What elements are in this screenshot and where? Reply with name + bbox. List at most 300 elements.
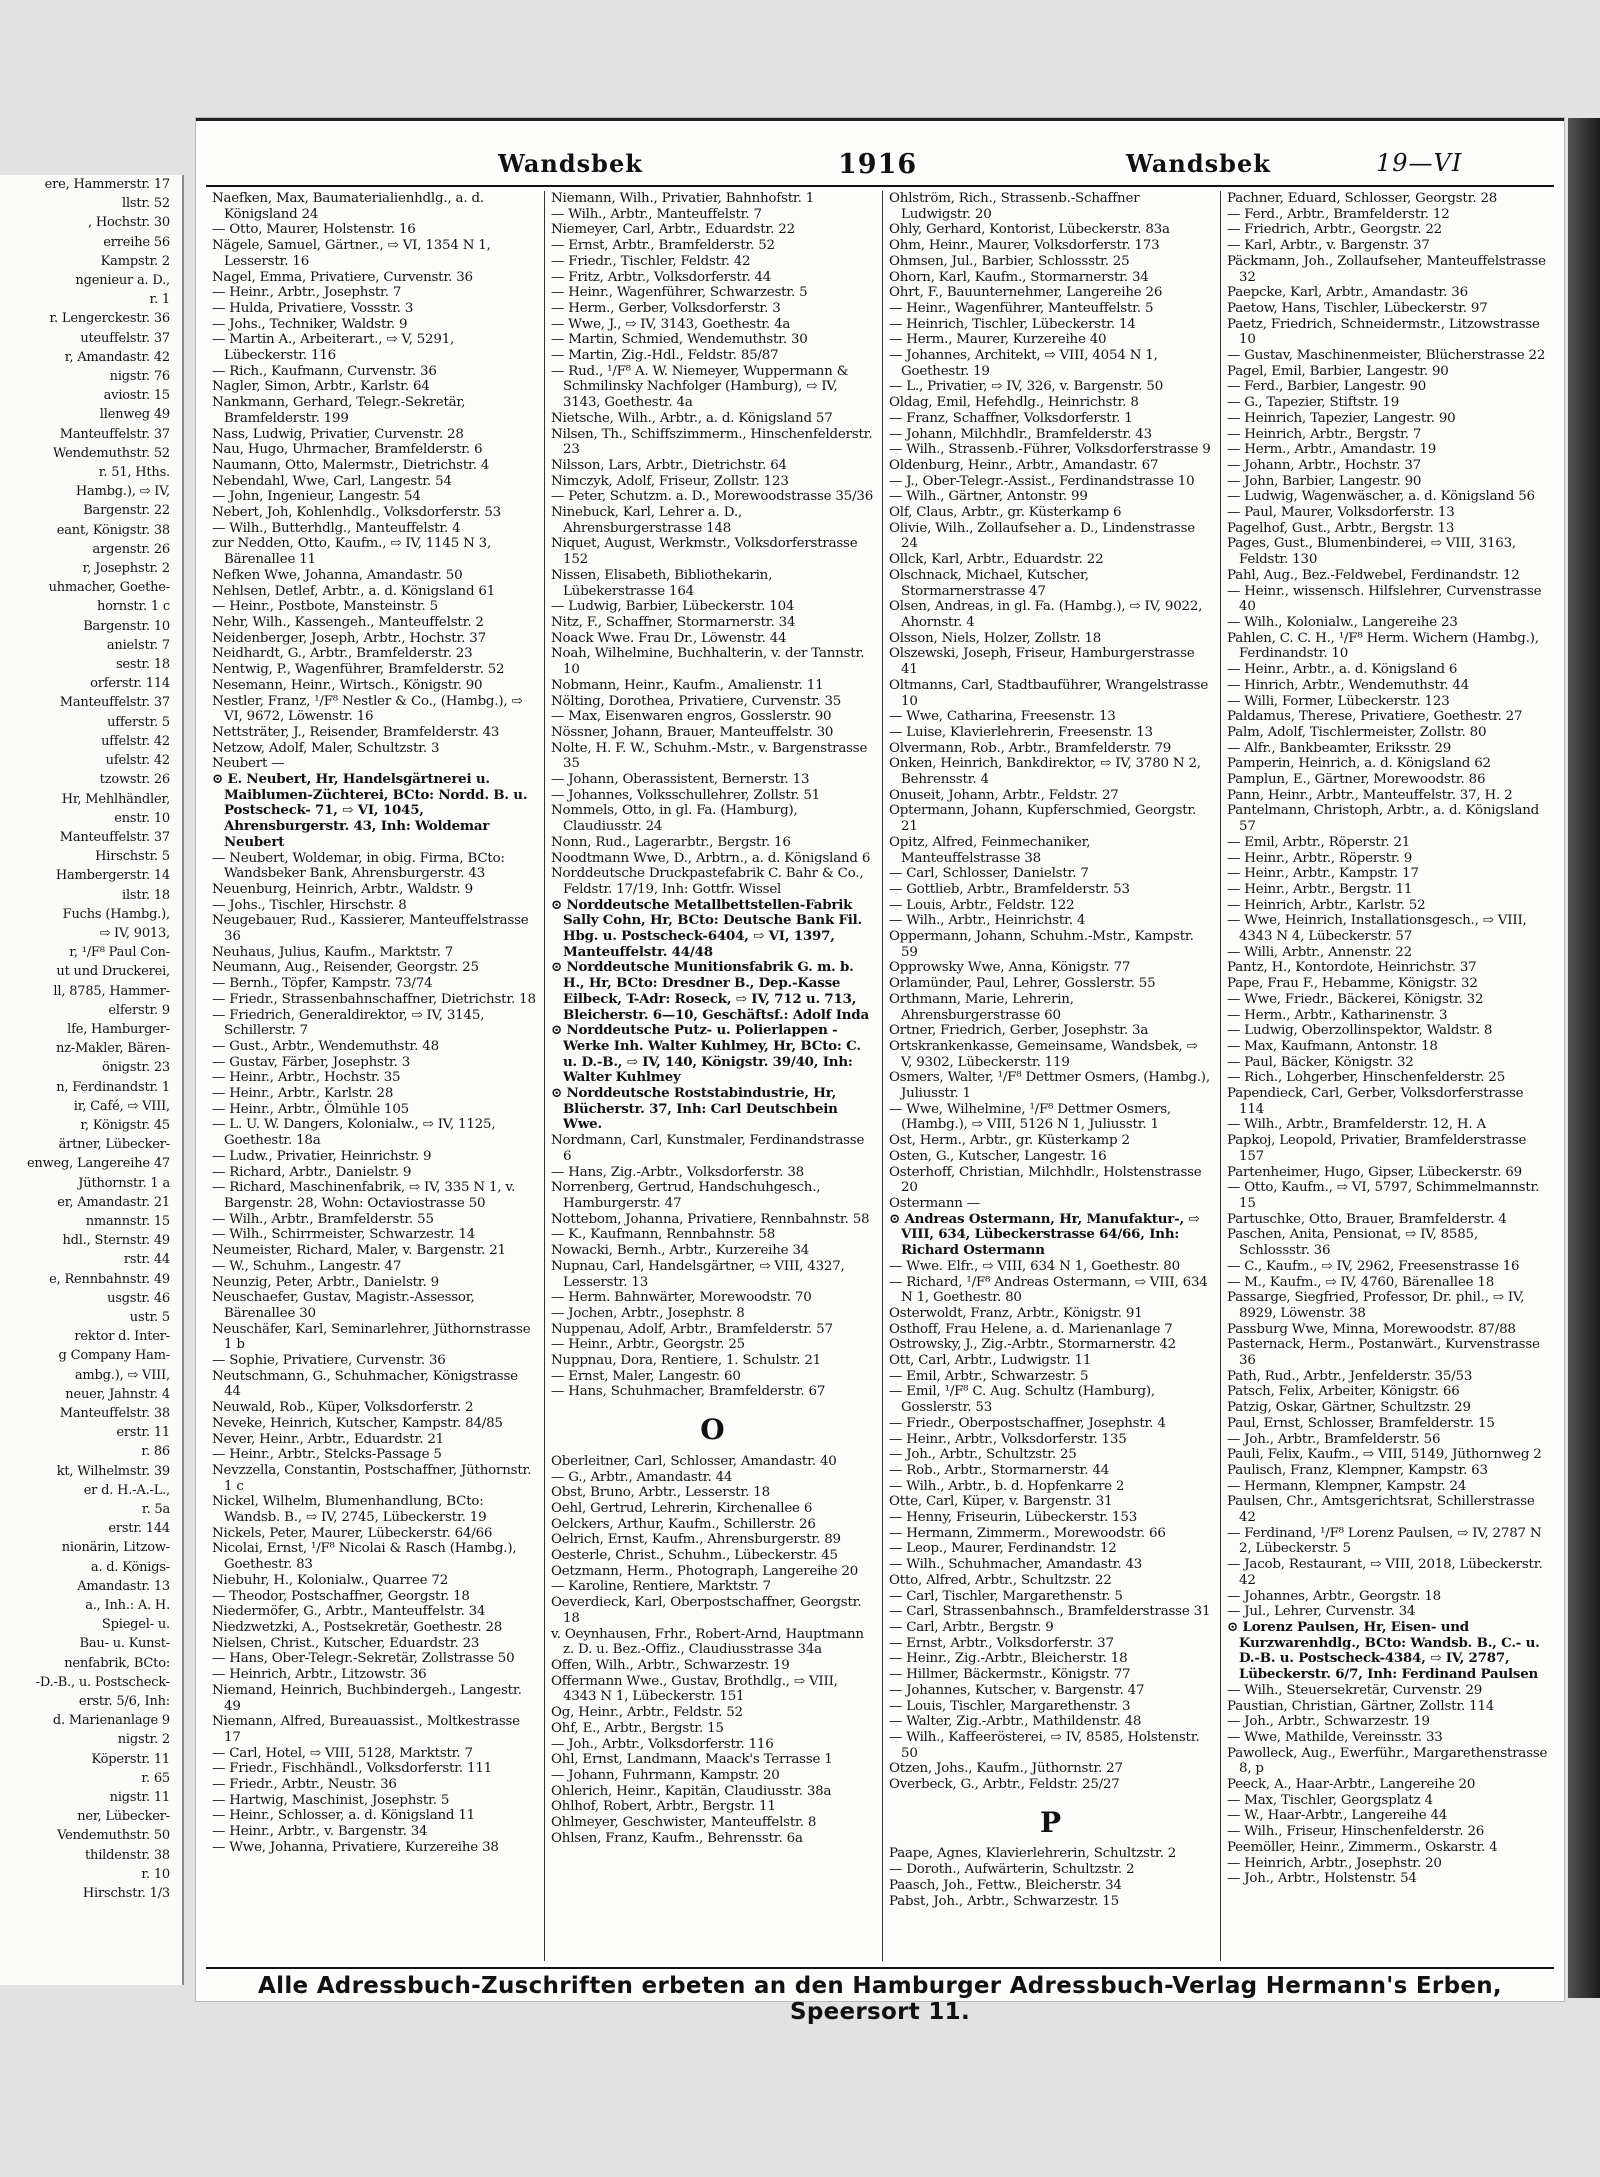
directory-entry: Niebuhr, H., Kolonialw., Quarree 72 [212, 1572, 449, 1588]
directory-entry: — Willi, Former, Lübeckerstr. 123 [1227, 693, 1450, 709]
directory-entry: — Leop., Maurer, Ferdinandstr. 12 [889, 1541, 1117, 1557]
directory-entry: — L., Privatier, ⇨ IV, 326, v. Bargenstr. 50 [889, 379, 1164, 395]
directory-entry: Neuwald, Rob., Küper, Volksdorferstr. 2 [212, 1400, 474, 1416]
prev-page-fragment: erstr. 11 [116, 1425, 170, 1441]
directory-entry: Nilsson, Lars, Arbtr., Dietrichstr. 64 [551, 457, 787, 473]
directory-entry: — Wilh., Arbtr., Manteuffelstr. 7 [551, 206, 762, 222]
directory-entry: — Peter, Schutzm. a. D., Morewoodstrasse 35/36 [551, 489, 874, 505]
directory-entry: — Wilh., Arbtr., b. d. Hopfenkarre 2 [889, 1478, 1125, 1494]
directory-entry: — G., Tapezier, Stiftstr. 19 [1227, 395, 1400, 411]
directory-entry: Paape, Agnes, Klavierlehrerin, Schultzstr. 2 [889, 1846, 1177, 1862]
directory-entry: ⊙ Lorenz Paulsen, Hr, Eisen- und Kurzwarenhdlg., BCto: Wandsb. B., C.- u. D.-B. u. Postscheck-4384, ⇨ IV, 2787, Lübeckerstr. 6/7, Inh: Ferdinand Paulsen [1227, 1618, 1540, 1683]
directory-entry: Neutschmann, G., Schuhmacher, Königstrasse 44 [212, 1368, 518, 1400]
directory-entry: ⊙ Norddeutsche Putz- u. Polierlappen - Werke Inh. Walter Kuhlmey, Hr, BCto: C. u. D.-B., ⇨ IV, 140, Königstr. 39/40, Inh: Walter Kuhlmey [551, 1022, 861, 1086]
directory-entry: Ortskrankenkasse, Gemeinsame, Wandsbek, ⇨ V, 9302, Lübeckerstr. 119 [889, 1038, 1198, 1070]
prev-page-fragment: Köperstr. 11 [91, 1751, 170, 1767]
directory-entry: — Carl, Tischler, Margarethenstr. 5 [889, 1588, 1123, 1604]
directory-entry: Nobmann, Heinr., Kaufm., Amalienstr. 11 [551, 677, 824, 693]
directory-entry: — Jul., Lehrer, Curvenstr. 34 [1227, 1604, 1416, 1620]
prev-page-fragment: Fuchs (Hambg.), [62, 906, 170, 922]
directory-entry: Olf, Claus, Arbtr., gr. Küsterkamp 6 [889, 505, 1122, 521]
prev-page-fragment: enstr. 10 [114, 810, 170, 826]
directory-entry: — M., Kaufm., ⇨ IV, 4760, Bärenallee 18 [1227, 1274, 1495, 1290]
directory-entry: — Herm., Maurer, Kurzereihe 40 [889, 332, 1107, 348]
directory-entry: — Emil, Arbtr., Schwarzestr. 5 [889, 1368, 1089, 1384]
directory-entry: — Franz, Schaffner, Volksdorferstr. 1 [889, 410, 1133, 426]
directory-entry: — Karl, Arbtr., v. Bargenstr. 37 [1227, 238, 1430, 254]
directory-entry: Path, Rud., Arbtr., Jenfelderstr. 35/53 [1227, 1368, 1473, 1384]
directory-entry: — Heinr., Arbtr., Stelcks-Passage 5 [212, 1447, 442, 1463]
header-rule [206, 185, 1554, 187]
directory-entry: Ohl, Ernst, Landmann, Maack's Terrasse 1 [551, 1752, 833, 1768]
directory-entry: — Heinr., wissensch. Hilfslehrer, Curvenstrasse 40 [1227, 583, 1542, 615]
prev-page-fragment: kt, Wilhelmstr. 39 [56, 1463, 170, 1479]
directory-entry: — Heinrich, Arbtr., Bergstr. 7 [1227, 426, 1422, 442]
directory-entry: Oldenburg, Heinr., Arbtr., Amandastr. 67 [889, 457, 1159, 473]
directory-entry: — Hans, Ober-Telegr.-Sekretär, Zollstrasse 50 [212, 1651, 515, 1667]
directory-entry: — Carl, Arbtr., Bergstr. 9 [889, 1619, 1054, 1635]
prev-page-fragment: aviostr. 15 [103, 388, 170, 404]
directory-entry: — Ernst, Arbtr., Bramfelderstr. 52 [551, 238, 775, 254]
directory-entry: Nowacki, Bernh., Arbtr., Kurzereihe 34 [551, 1243, 810, 1259]
prev-page-fragment: nigstr. 11 [109, 1790, 170, 1806]
directory-entry: — Herm. Bahnwärter, Morewoodstr. 70 [551, 1290, 812, 1306]
directory-entry: — Hillmer, Bäckermstr., Königstr. 77 [889, 1667, 1131, 1683]
prev-page-fragment: Spiegel- u. [101, 1617, 170, 1633]
directory-entry: Otto, Alfred, Arbtr., Schultzstr. 22 [889, 1572, 1112, 1588]
directory-entry: Olvermann, Rob., Arbtr., Bramfelderstr. 79 [889, 740, 1172, 756]
directory-entry: Pachner, Eduard, Schlosser, Georgstr. 28 [1227, 191, 1498, 206]
directory-entry: Nagler, Simon, Arbtr., Karlstr. 64 [212, 379, 430, 395]
directory-entry: Nehr, Wilh., Kassengeh., Manteuffelstr. 2 [212, 614, 484, 630]
directory-entry: Pagelhof, Gust., Arbtr., Bergstr. 13 [1227, 520, 1455, 536]
directory-entry: — Emil, Arbtr., Röperstr. 21 [1227, 834, 1411, 850]
prev-page-fragment: ärtner, Lübecker- [58, 1137, 170, 1153]
directory-entry: — Wilh., Schirrmeister, Schwarzestr. 14 [212, 1227, 476, 1243]
directory-entry: Neumann, Aug., Reisender, Georgstr. 25 [212, 960, 479, 976]
directory-entry: — Heinrich, Arbtr., Litzowstr. 36 [212, 1667, 427, 1683]
directory-entry: Onuseit, Johann, Arbtr., Feldstr. 27 [889, 787, 1119, 803]
prev-page-fragment: Amandastr. 13 [77, 1578, 170, 1594]
directory-entry: Naumann, Otto, Malermstr., Dietrichstr. 4 [212, 457, 490, 473]
directory-entry: Neumeister, Richard, Maler, v. Bargenstr. 21 [212, 1243, 506, 1259]
directory-entry: Nissen, Elisabeth, Bibliothekarin, Lübekerstrasse 164 [551, 567, 773, 599]
prev-page-fragment: Kampstr. 2 [100, 253, 170, 269]
directory-entry: — Wilh., Strassenb.-Führer, Volksdorferstrasse 9 [889, 442, 1211, 458]
directory-entry: — Wwe, Heinrich, Installationsgesch., ⇨ VIII, 4343 N 4, Lübeckerstr. 57 [1227, 913, 1527, 945]
prev-page-fragment: ambg.), ⇨ VIII, [74, 1367, 170, 1383]
directory-entry: — Hinrich, Arbtr., Wendemuthstr. 44 [1227, 677, 1470, 693]
directory-entry: Olschnack, Michael, Kutscher, Stormarnerstrasse 47 [889, 567, 1089, 599]
header-left-title: Wandsbek [498, 149, 643, 178]
previous-page-edge [0, 175, 184, 1985]
directory-entry: Pahlen, C. C. H., ¹/F⁸ Herm. Wichern (Hambg.), Ferdinandstr. 10 [1227, 630, 1539, 662]
directory-entry: Nebendahl, Wwe, Carl, Langestr. 54 [212, 473, 452, 489]
directory-entry: Nehlsen, Detlef, Arbtr., a. d. Königsland 61 [212, 583, 496, 599]
directory-entry: — Max, Kaufmann, Antonstr. 18 [1227, 1038, 1438, 1054]
prev-page-fragment: elferstr. 9 [108, 1002, 170, 1018]
directory-entry: Niemand, Heinrich, Buchbindergeh., Langestr. 49 [212, 1682, 522, 1714]
directory-entry: Orthmann, Marie, Lehrerin, Ahrensburgerstrasse 60 [889, 991, 1074, 1023]
directory-entry: — Johs., Tischler, Hirschstr. 8 [212, 897, 407, 913]
directory-entry: Nankmann, Gerhard, Telegr.-Sekretär, Bramfelderstr. 199 [212, 395, 466, 426]
prev-page-fragment: ir, Café, ⇨ VIII, [73, 1098, 170, 1114]
prev-page-fragment: ut und Druckerei, [56, 964, 170, 980]
directory-entry: Pasternack, Herm., Postanwärt., Kurvenstrasse 36 [1227, 1337, 1540, 1369]
directory-entry: Otzen, Johs., Kaufm., Jüthornstr. 27 [889, 1761, 1123, 1777]
directory-entry: Niedermöfer, G., Arbtr., Manteuffelstr. 34 [212, 1604, 486, 1620]
directory-entry: Ollck, Karl, Arbtr., Eduardstr. 22 [889, 552, 1104, 568]
directory-entry: Oesterle, Christ., Schuhm., Lübeckerstr. 45 [551, 1548, 838, 1564]
directory-entry: — Doroth., Aufwärterin, Schultzstr. 2 [889, 1862, 1135, 1878]
prev-page-fragment: Bargenstr. 10 [83, 618, 170, 634]
directory-entry: Ohly, Gerhard, Kontorist, Lübeckerstr. 83a [889, 222, 1170, 238]
directory-entry: — Hans, Schuhmacher, Bramfelderstr. 67 [551, 1384, 826, 1400]
columns [206, 191, 1554, 1961]
prev-page-fragment: r. 5a [141, 1502, 170, 1518]
prev-page-fragment: r. 65 [141, 1770, 170, 1786]
directory-entry: Netzow, Adolf, Maler, Schultzstr. 3 [212, 740, 440, 756]
prev-page-fragment: Manteuffelstr. 38 [59, 1406, 170, 1421]
prev-page-fragment: Hambg.), ⇨ IV, [75, 484, 170, 500]
prev-page-fragment: r, Amandastr. 42 [64, 349, 170, 365]
directory-entry: Onken, Heinrich, Bankdirektor, ⇨ IV, 3780 N 2, Behrensstr. 4 [889, 756, 1201, 788]
prev-page-fragment: nigstr. 2 [117, 1732, 170, 1748]
directory-entry: — Johs., Techniker, Waldstr. 9 [212, 316, 408, 332]
directory-entry: — Herm., Arbtr., Katharinenstr. 3 [1227, 1007, 1448, 1023]
directory-entry: Nordmann, Carl, Kunstmaler, Ferdinandstrasse 6 [551, 1133, 865, 1164]
directory-entry: Paetow, Hans, Tischler, Lübeckerstr. 97 [1227, 300, 1488, 316]
directory-entry: Oehl, Gertrud, Lehrerin, Kirchenallee 6 [551, 1500, 813, 1516]
directory-entry: — Heinr., Postbote, Mansteinstr. 5 [212, 599, 438, 615]
directory-entry: Oppermann, Johann, Schuhm.-Mstr., Kampstr. 59 [889, 929, 1194, 960]
directory-entry: Oberleitner, Carl, Schlosser, Amandastr. 40 [551, 1453, 837, 1469]
directory-entry: Paustian, Christian, Gärtner, Zollstr. 114 [1227, 1698, 1495, 1714]
directory-entry: — Martin A., Arbeiterart., ⇨ V, 5291, Lübeckerstr. 116 [212, 332, 455, 364]
header-year: 1916 [838, 149, 918, 180]
prev-page-fragment: ere, Hammerstr. 17 [44, 177, 170, 192]
prev-page-fragment: önigstr. 23 [102, 1060, 170, 1076]
directory-entry: Pagel, Emil, Barbier, Langestr. 90 [1227, 363, 1449, 379]
directory-entry: Passburg Wwe, Minna, Morewoodstr. 87/88 [1227, 1321, 1516, 1337]
directory-entry: — Friedrich, Arbtr., Georgstr. 22 [1227, 222, 1442, 238]
directory-entry: — Wilh., Arbtr., Bramfelderstr. 55 [212, 1211, 434, 1227]
directory-entry: — Ludwig, Oberzollinspektor, Waldstr. 8 [1227, 1023, 1493, 1039]
directory-entry: Ost, Herm., Arbtr., gr. Küsterkamp 2 [889, 1133, 1130, 1149]
prev-page-fragment: ustr. 5 [129, 1309, 170, 1325]
directory-entry: — Luise, Klavierlehrerin, Freesenstr. 13 [889, 724, 1153, 740]
directory-entry: — Joh., Arbtr., Holstenstr. 54 [1227, 1871, 1417, 1887]
directory-entry: — Friedr., Fischhändl., Volksdorferstr. 111 [212, 1761, 492, 1777]
prev-page-fragment: eant, Königstr. 38 [56, 522, 170, 538]
directory-entry: Neveke, Heinrich, Kutscher, Kampstr. 84/85 [212, 1415, 503, 1431]
directory-entry: Neidenberger, Joseph, Arbtr., Hochstr. 37 [212, 630, 486, 646]
prev-page-fragment: nz-Makler, Bären- [55, 1041, 170, 1057]
directory-entry: Oltmanns, Carl, Stadtbauführer, Wrangelstrasse 10 [889, 677, 1209, 709]
prev-page-fragment: hornstr. 1 c [96, 599, 170, 615]
directory-page [196, 118, 1564, 2025]
prev-page-fragment: a., Inh.: A. H. [85, 1598, 170, 1614]
prev-page-fragment: Hirschstr. 5 [95, 849, 170, 865]
directory-entry: — Joh., Arbtr., Schultzstr. 25 [889, 1447, 1077, 1463]
directory-entry: Nicolai, Ernst, ¹/F⁸ Nicolai & Rasch (Hambg.), Goethestr. 83 [212, 1541, 517, 1573]
directory-entry: — Sophie, Privatiere, Curvenstr. 36 [212, 1353, 446, 1369]
prev-page-fragment: uteuffelstr. 37 [80, 330, 170, 346]
directory-entry: Ott, Carl, Arbtr., Ludwigstr. 11 [889, 1353, 1092, 1369]
directory-entry: Nagel, Emma, Privatiere, Curvenstr. 36 [212, 269, 473, 285]
directory-entry: — Gottlieb, Arbtr., Bramfelderstr. 53 [889, 881, 1130, 897]
prev-page-fragment: r, Josephstr. 2 [82, 561, 170, 577]
directory-entry: — Fritz, Arbtr., Volksdorferstr. 44 [551, 269, 772, 285]
column-4 [1220, 191, 1554, 1961]
directory-entry: Ohorn, Karl, Kaufm., Stormarnerstr. 34 [889, 269, 1149, 285]
prev-page-fragment: er, Amandastr. 21 [57, 1194, 170, 1210]
directory-entry: Ostermann — [889, 1196, 980, 1211]
prev-page-fragment: -D.-B., u. Postscheck- [35, 1674, 170, 1690]
directory-entry: Ohlhof, Robert, Arbtr., Bergstr. 11 [551, 1799, 776, 1815]
directory-entry: — Hans, Zig.-Arbtr., Volksdorferstr. 38 [551, 1164, 805, 1180]
prev-page-fragment: er d. H.-A.-L., [83, 1482, 170, 1498]
prev-page-fragment: ilstr. 18 [121, 887, 170, 903]
directory-entry: Ohlsen, Franz, Kaufm., Behrensstr. 6a [551, 1830, 803, 1846]
directory-entry: — Heinr., Arbtr., a. d. Königsland 6 [1227, 662, 1458, 678]
directory-entry: — Friedr., Tischler, Feldstr. 42 [551, 253, 751, 269]
directory-entry: — Carl, Schlosser, Danielstr. 7 [889, 866, 1089, 882]
prev-page-fragment: enweg, Langereihe 47 [26, 1156, 170, 1172]
directory-entry: ⊙ Norddeutsche Roststabindustrie, Hr, Blücherstr. 37, Inh: Carl Deutschbein Wwe. [551, 1085, 838, 1133]
directory-entry: — Martin, Schmied, Wendemuthstr. 30 [551, 332, 808, 348]
directory-entry: Nottebom, Johanna, Privatiere, Rennbahnstr. 58 [551, 1211, 870, 1227]
directory-entry: Noodtmann Wwe, D., Arbtrn., a. d. Königsland 6 [551, 850, 871, 866]
directory-entry: — Richard, Arbtr., Danielstr. 9 [212, 1164, 412, 1180]
prev-page-fragment: r. Lengerckestr. 36 [49, 311, 170, 327]
directory-entry: Nestler, Franz, ¹/F⁸ Nestler & Co., (Hambg.), ⇨ VI, 9672, Löwenstr. 16 [212, 693, 523, 725]
prev-page-fragment: r. 86 [141, 1444, 170, 1460]
directory-entry: Nebert, Joh, Kohlenhdlg., Volksdorferstr. 53 [212, 505, 502, 521]
prev-page-fragment: r. 10 [141, 1866, 170, 1882]
directory-entry: — Ferd., Arbtr., Bramfelderstr. 12 [1227, 206, 1450, 222]
directory-entry: — Wilh., Schuhmacher, Amandastr. 43 [889, 1557, 1143, 1573]
prev-page-fragment: neuer, Jahnstr. 4 [65, 1386, 170, 1402]
page-edge-shadow [1568, 118, 1600, 1998]
header-right-title: Wandsbek [1126, 149, 1271, 178]
directory-entry: Partenheimer, Hugo, Gipser, Lübeckerstr. 69 [1227, 1164, 1522, 1180]
directory-entry: Norrenberg, Gertrud, Handschuhgesch., Hamburgerstr. 47 [551, 1180, 821, 1211]
directory-entry: — Wwe, Johanna, Privatiere, Kurzereihe 38 [212, 1839, 499, 1855]
directory-entry: Neuhaus, Julius, Kaufm., Marktstr. 7 [212, 944, 454, 960]
directory-entry: — John, Ingenieur, Langestr. 54 [212, 489, 421, 505]
directory-entry: — Willi, Arbtr., Annenstr. 22 [1227, 944, 1412, 960]
directory-entry: — Friedrich, Generaldirektor, ⇨ IV, 3145, Schillerstr. 7 [212, 1007, 485, 1039]
directory-entry: Nettsträter, J., Reisender, Bramfelderstr. 43 [212, 724, 500, 740]
prev-page-fragment: a. d. Königs- [90, 1559, 170, 1575]
directory-entry: — Bernh., Töpfer, Kampstr. 73/74 [212, 976, 433, 992]
directory-entry: ⊙ Andreas Ostermann, Hr, Manufaktur-, ⇨ VIII, 634, Lübeckerstrasse 64/66, Inh: Richard Ostermann [889, 1210, 1200, 1259]
directory-entry: Optermann, Johann, Kupferschmied, Georgstr. 21 [889, 803, 1197, 835]
prev-page-fragment: hdl., Sternstr. 49 [62, 1233, 170, 1249]
directory-entry: — Otto, Maurer, Holstenstr. 16 [212, 222, 416, 238]
directory-entry: Neunzig, Peter, Arbtr., Danielstr. 9 [212, 1274, 439, 1290]
directory-entry: Otte, Carl, Küper, v. Bargenstr. 31 [889, 1494, 1113, 1510]
directory-entry: — Ludwig, Barbier, Lübeckerstr. 104 [551, 599, 795, 615]
directory-entry: — Gustav, Färber, Josephstr. 3 [212, 1054, 411, 1070]
prev-page-fragment: erstr. 5/6, Inh: [78, 1694, 170, 1710]
directory-entry: Palm, Adolf, Tischlermeister, Zollstr. 80 [1227, 724, 1487, 740]
directory-entry: Paulsen, Chr., Amtsgerichtsrat, Schillerstrasse 42 [1227, 1494, 1535, 1526]
directory-entry: Ostrowsky, J., Zig.-Arbtr., Stormarnerstr. 42 [889, 1337, 1176, 1353]
prev-page-fragment: ⇨ IV, 9013, [99, 925, 170, 941]
directory-entry: Nielsen, Christ., Kutscher, Eduardstr. 23 [212, 1635, 480, 1651]
directory-entry: — Hulda, Privatiere, Vossstr. 3 [212, 300, 414, 316]
directory-entry: — Herm., Gerber, Volksdorferstr. 3 [551, 300, 781, 316]
prev-page-fragment: nigstr. 76 [109, 369, 170, 385]
directory-entry: Nitz, F., Schaffner, Stormarnerstr. 34 [551, 614, 796, 630]
directory-entry: Patzig, Oskar, Gärtner, Schultzstr. 29 [1227, 1400, 1471, 1416]
directory-entry: — Wwe, Catharina, Freesenstr. 13 [889, 709, 1116, 725]
directory-entry: Paetz, Friedrich, Schneidermstr., Litzowstrasse 10 [1227, 316, 1540, 348]
directory-entry: — L. U. W. Dangers, Kolonialw., ⇨ IV, 1125, Goethestr. 18a [212, 1117, 496, 1149]
prev-page-fragment: sestr. 18 [115, 657, 170, 673]
directory-entry: Pages, Gust., Blumenbinderei, ⇨ VIII, 3163, Feldstr. 130 [1227, 536, 1516, 568]
directory-entry: Partuschke, Otto, Brauer, Bramfelderstr. 4 [1227, 1211, 1507, 1227]
directory-entry: ⊙ Norddeutsche Munitionsfabrik G. m. b. H., Hr, BCto: Dresdner B., Dep.-Kasse Eilbeck, T-Adr: Roseck, ⇨ IV, 712 u. 713, Bleicherstr. 6—10, Geschäftsf.: Adolf Inda [551, 959, 869, 1023]
directory-entry: — Johannes, Arbtr., Georgstr. 18 [1227, 1588, 1441, 1604]
directory-entry: Paulisch, Franz, Klempner, Kampstr. 63 [1227, 1462, 1488, 1478]
prev-page-fragment: nmannstr. 15 [85, 1213, 170, 1229]
directory-entry: Nietsche, Wilh., Arbtr., a. d. Königsland 57 [551, 410, 833, 426]
directory-entry: — Heinrich, Arbtr., Josephstr. 20 [1227, 1855, 1442, 1871]
directory-entry: — Ernst, Maler, Langestr. 60 [551, 1368, 741, 1384]
prev-page-fragment: g Company Ham- [58, 1348, 170, 1364]
directory-entry: — Gustav, Maschinenmeister, Blücherstrasse 22 [1227, 348, 1546, 364]
directory-entry: — Max, Eisenwaren engros, Gosslerstr. 90 [551, 709, 832, 725]
directory-entry: Oelckers, Arthur, Kaufm., Schillerstr. 26 [551, 1516, 816, 1532]
prev-page-fragment: ufferstr. 5 [107, 714, 170, 730]
directory-entry: Passarge, Siegfried, Professor, Dr. phil., ⇨ IV, 8929, Löwenstr. 38 [1227, 1290, 1525, 1321]
directory-entry: — Ernst, Arbtr., Volksdorferstr. 37 [889, 1635, 1114, 1651]
prev-page-fragment: rstr. 44 [123, 1252, 170, 1268]
directory-entry: Nilsen, Th., Schiffszimmerm., Hinschenfelderstr. 23 [551, 426, 873, 458]
directory-entry: Niedzwetzki, A., Postsekretär, Goethestr. 28 [212, 1619, 503, 1635]
directory-entry: — Ferdinand, ¹/F⁸ Lorenz Paulsen, ⇨ IV, 2787 N 2, Lübeckerstr. 5 [1227, 1525, 1542, 1557]
prev-page-fragment: Hirschstr. 1/3 [82, 1886, 170, 1902]
directory-entry: — Hartwig, Maschinist, Josephstr. 5 [212, 1792, 450, 1808]
page-footer: Alle Adressbuch-Zuschriften erbeten an den Hamburger Adressbuch-Verlag Hermann's Erben, Speersort 11. [258, 1973, 1502, 2025]
directory-entry: — John, Barbier, Langestr. 90 [1227, 473, 1422, 489]
directory-entry: Overbeck, G., Arbtr., Feldstr. 25/27 [889, 1777, 1120, 1793]
directory-entry: Paldamus, Therese, Privatiere, Goethestr. 27 [1227, 709, 1523, 725]
prev-page-fragment: d. Marienanlage 9 [52, 1713, 170, 1729]
directory-entry: — G., Arbtr., Amandastr. 44 [551, 1469, 733, 1485]
directory-entry: — Heinrich, Arbtr., Karlstr. 52 [1227, 897, 1426, 913]
directory-entry: — W., Haar-Arbtr., Langereihe 44 [1227, 1808, 1448, 1824]
prev-page-fragment: rektor d. Inter- [74, 1329, 170, 1345]
directory-entry: Neidhardt, G., Arbtr., Bramfelderstr. 23 [212, 646, 473, 662]
directory-entry: Pamperin, Heinrich, a. d. Königsland 62 [1227, 756, 1491, 772]
directory-entry: Ohf, E., Arbtr., Bergstr. 15 [551, 1720, 724, 1736]
directory-entry: Nössner, Johann, Brauer, Manteuffelstr. 30 [551, 724, 834, 740]
directory-entry: — K., Kaufmann, Rennbahnstr. 58 [551, 1227, 776, 1243]
directory-entry: Opprowsky Wwe, Anna, Königstr. 77 [889, 960, 1131, 976]
directory-entry: Orlamünder, Paul, Lehrer, Gosslerstr. 55 [889, 976, 1156, 992]
directory-entry: — Ludw., Privatier, Heinrichstr. 9 [212, 1148, 432, 1164]
directory-entry: — Johann, Arbtr., Hochstr. 37 [1227, 457, 1421, 473]
prev-page-fragment: Bau- u. Kunst- [79, 1636, 170, 1652]
prev-page-fragment: uffelstr. 42 [101, 733, 170, 749]
prev-page-fragment: Manteuffelstr. 37 [59, 829, 170, 845]
directory-entry: Osterhoff, Christian, Milchhdlr., Holstenstrasse 20 [889, 1164, 1202, 1196]
prev-page-fragment: Jüthornstr. 1 a [78, 1175, 170, 1191]
directory-entry: — Johann, Fuhrmann, Kampstr. 20 [551, 1767, 780, 1783]
directory-entry: — Martin, Zig.-Hdl., Feldstr. 85/87 [551, 348, 779, 364]
section-letter: P [1039, 1805, 1062, 1839]
prev-page-fragment: Manteuffelstr. 37 [59, 695, 170, 711]
directory-entry: Nass, Ludwig, Privatier, Curvenstr. 28 [212, 426, 464, 442]
directory-entry: Niemann, Alfred, Bureauassist., Moltkestrasse 17 [212, 1714, 520, 1745]
directory-entry: — Heinrich, Tapezier, Langestr. 90 [1227, 410, 1456, 426]
directory-entry: Peeck, A., Haar-Arbtr., Langereihe 20 [1227, 1777, 1476, 1793]
directory-entry: Neugebauer, Rud., Kassierer, Manteuffelstrasse 36 [212, 913, 529, 945]
directory-entry: — Jacob, Restaurant, ⇨ VIII, 2018, Lübeckerstr. 42 [1227, 1557, 1543, 1588]
directory-entry: Pape, Frau F., Hebamme, Königstr. 32 [1227, 976, 1478, 992]
directory-entry: Osten, G., Kutscher, Langestr. 16 [889, 1148, 1107, 1164]
directory-entry: — Karoline, Rentiere, Marktstr. 7 [551, 1579, 771, 1595]
prev-page-fragment: llenweg 49 [99, 407, 170, 423]
directory-entry: — Rich., Lohgerber, Hinschenfelderstr. 25 [1227, 1070, 1506, 1086]
directory-entry: — Wilh., Kaffeerösterei, ⇨ IV, 8585, Holstenstr. 50 [889, 1729, 1200, 1761]
directory-entry: Nuppnau, Dora, Rentiere, 1. Schulstr. 21 [551, 1353, 821, 1369]
directory-entry: — Johannes, Volksschullehrer, Zollstr. 51 [551, 787, 820, 803]
prev-page-fragment: tzowstr. 26 [99, 772, 170, 788]
prev-page-fragment: e, Rennbahnstr. 49 [49, 1271, 170, 1287]
directory-entry: — Wilh., Steuersekretär, Curvenstr. 29 [1227, 1682, 1483, 1698]
directory-entry: — Heinr., Wagenführer, Manteuffelstr. 5 [889, 300, 1154, 316]
prev-page-fragment: usgstr. 46 [107, 1290, 170, 1306]
directory-entry: — Wwe, Friedr., Bäckerei, Königstr. 32 [1227, 991, 1484, 1007]
directory-entry: Pamplun, E., Gärtner, Morewoodstr. 86 [1227, 772, 1486, 788]
directory-entry: Obst, Bruno, Arbtr., Lesserstr. 18 [551, 1485, 770, 1501]
directory-entry: Osterwoldt, Franz, Arbtr., Königstr. 91 [889, 1305, 1143, 1321]
directory-entry: v. Oeynhausen, Frhr., Robert-Arnd, Hauptmann z. D. u. Bez.-Offiz., Claudiusstrasse 34a [551, 1626, 864, 1658]
directory-entry: Nölting, Dorothea, Privatiere, Curvenstr. 35 [551, 693, 842, 709]
directory-entry: — Henny, Friseurin, Lübeckerstr. 153 [889, 1510, 1138, 1526]
prev-page-fragment: erreihe 56 [103, 234, 170, 250]
directory-entry: Osmers, Walter, ¹/F⁸ Dettmer Osmers, (Hambg.), Juliusstr. 1 [889, 1070, 1210, 1102]
directory-entry: Nevzzella, Constantin, Postschaffner, Jüthornstr. 1 c [212, 1462, 532, 1494]
directory-entry: — Wwe, Wilhelmine, ¹/F⁸ Dettmer Osmers, (Hambg.), ⇨ VIII, 5126 N 1, Juliusstr. 1 [889, 1101, 1171, 1133]
prev-page-fragment: uhmacher, Goethe- [48, 580, 170, 596]
column-1 [206, 191, 542, 1961]
page-header [196, 149, 1564, 189]
directory-entry: — Joh., Arbtr., Volksdorferstr. 116 [551, 1736, 774, 1752]
directory-entry: Nonn, Rud., Lagerarbtr., Bergstr. 16 [551, 834, 791, 850]
prev-page-fragment: argenstr. 26 [92, 541, 170, 557]
prev-page-fragment: r, Königstr. 45 [80, 1117, 170, 1133]
directory-entry: — Heinrich, Tischler, Lübeckerstr. 14 [889, 316, 1136, 332]
directory-entry: — Herm., Arbtr., Amandastr. 19 [1227, 442, 1437, 458]
directory-entry: Pabst, Joh., Arbtr., Schwarzestr. 15 [889, 1893, 1119, 1909]
directory-entry: Nägele, Samuel, Gärtner., ⇨ VI, 1354 N 1, Lesserstr. 16 [212, 238, 491, 269]
directory-entry: — Rud., ¹/F⁸ A. W. Niemeyer, Wuppermann & Schmilinsky Nachfolger (Hamburg), ⇨ IV, 3143, Goethestr. 4a [551, 363, 849, 411]
prev-page-fragment: lfe, Hamburger- [67, 1021, 170, 1037]
directory-entry: Ohlerich, Heinr., Kapitän, Claudiusstr. 38a [551, 1783, 832, 1799]
directory-entry: Neuschaefer, Gustav, Magistr.-Assessor, Bärenallee 30 [212, 1290, 475, 1321]
directory-entry: Noah, Wilhelmine, Buchhalterin, v. der Tannstr. 10 [551, 646, 865, 678]
directory-entry: zur Nedden, Otto, Kaufm., ⇨ IV, 1145 N 3, Bärenallee 11 [212, 536, 492, 568]
directory-entry: — Ludwig, Wagenwäscher, a. d. Königsland 56 [1227, 489, 1535, 505]
directory-entry: Ohlmeyer, Geschwister, Manteuffelstr. 8 [551, 1815, 817, 1831]
directory-entry: — Heinr., Arbtr., v. Bargenstr. 34 [212, 1824, 428, 1840]
